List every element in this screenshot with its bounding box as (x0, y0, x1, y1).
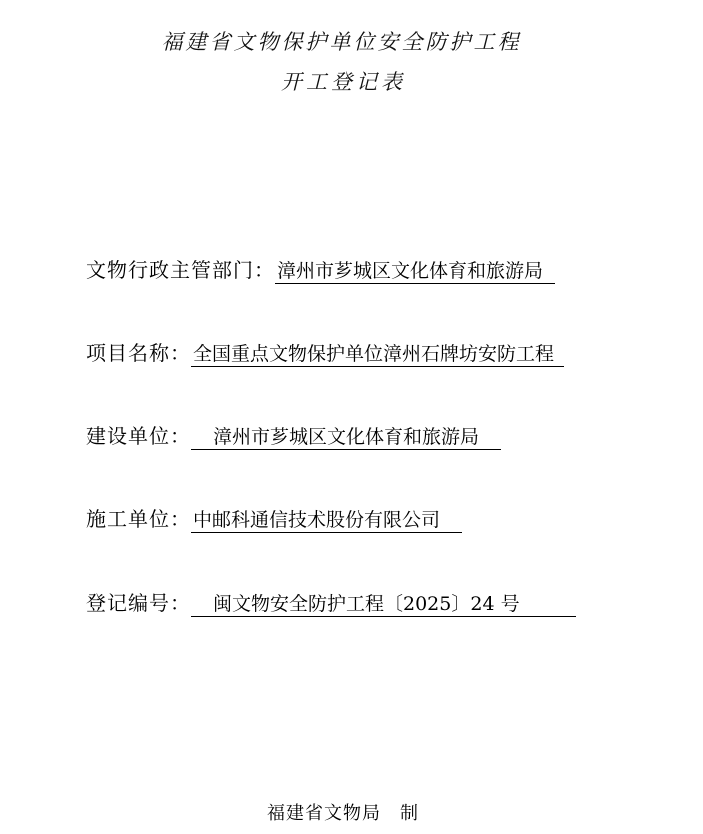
field-contractor-label: 施工单位： (86, 507, 191, 531)
field-regno-label: 登记编号： (86, 591, 191, 615)
field-builder-value: 漳州市芗城区文化体育和旅游局 (191, 425, 501, 450)
field-builder (86, 423, 501, 450)
field-project-value: 全国重点文物保护单位漳州石牌坊安防工程 (191, 342, 564, 367)
field-contractor (86, 506, 462, 533)
field-dept-value: 漳州市芗城区文化体育和旅游局 (275, 259, 555, 284)
field-project (86, 340, 564, 367)
field-builder-label: 建设单位： (86, 424, 191, 448)
issuer-footer: 福建省文物局 制 (267, 803, 419, 824)
field-dept (86, 257, 555, 284)
field-contractor-value: 中邮科通信技术股份有限公司 (191, 508, 462, 533)
field-regno-value: 闽文物安全防护工程〔2025〕24 号 (191, 592, 576, 617)
field-dept-label: 文物行政主管部门： (86, 258, 275, 282)
field-project-label: 项目名称： (86, 341, 191, 365)
form-title: 福建省文物保护单位安全防护工程 (161, 30, 522, 54)
form-subtitle: 开工登记表 (281, 70, 406, 94)
field-regno (86, 590, 576, 617)
